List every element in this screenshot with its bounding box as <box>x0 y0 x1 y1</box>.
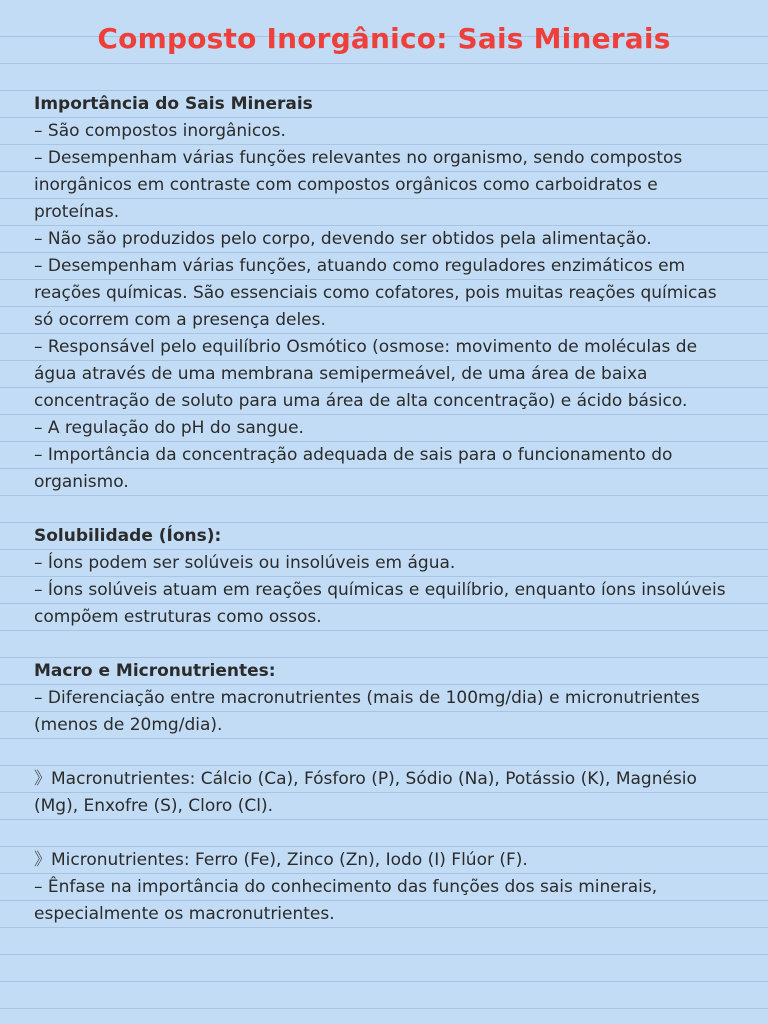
list-item: – Desempenham várias funções relevantes no organismo, sendo compostos inorgânicos em contraste com compostos orgânicos como carboidratos e proteínas. <box>34 148 683 222</box>
list-item: – Não são produzidos pelo corpo, devendo ser obtidos pela alimentação. <box>34 229 652 249</box>
list-item: – São compostos inorgânicos. <box>34 121 286 141</box>
list-item: – Responsável pelo equilíbrio Osmótico (osmose: movimento de moléculas de água através de uma membrana semipermeável, de uma área de baixa concentração de soluto para uma área de alta concentração) e ácido básico. <box>34 337 698 411</box>
spacer <box>34 739 739 766</box>
note-content <box>34 91 739 928</box>
micronutrients-line: 》Micronutrientes: Ferro (Fe), Zinco (Zn), Iodo (I) Flúor (F). <box>34 850 528 870</box>
spacer <box>34 631 739 658</box>
list-item: – Desempenham várias funções, atuando como reguladores enzimáticos em reações químicas. São essenciais como cofatores, pois muitas reações químicas só ocorrem com a presença deles. <box>34 256 717 330</box>
page-title: Composto Inorgânico: Sais Minerais <box>97 22 671 55</box>
list-item: – Diferenciação entre macronutrientes (mais de 100mg/dia) e micronutrientes (menos de 20mg/dia). <box>34 688 700 735</box>
macronutrients-line: 》Macronutrientes: Cálcio (Ca), Fósforo (P), Sódio (Na), Potássio (K), Magnésio (Mg), Enxofre (S), Cloro (Cl). <box>34 769 697 816</box>
spacer <box>34 820 739 847</box>
section-heading-macro-micro: Macro e Micronutrientes: <box>34 661 276 681</box>
list-item: – Ênfase na importância do conhecimento das funções dos sais minerais, especialmente os macronutrientes. <box>34 877 658 924</box>
list-item: – Importância da concentração adequada de sais para o funcionamento do organismo. <box>34 445 673 492</box>
spacer <box>34 496 739 523</box>
list-item: – Íons solúveis atuam em reações químicas e equilíbrio, enquanto íons insolúveis compõem estruturas como ossos. <box>34 580 726 627</box>
section-heading-solubilidade: Solubilidade (Íons): <box>34 526 222 546</box>
section-heading-importancia: Importância do Sais Minerais <box>34 94 313 114</box>
list-item: – A regulação do pH do sangue. <box>34 418 304 438</box>
list-item: – Íons podem ser solúveis ou insolúveis em água. <box>34 553 456 573</box>
